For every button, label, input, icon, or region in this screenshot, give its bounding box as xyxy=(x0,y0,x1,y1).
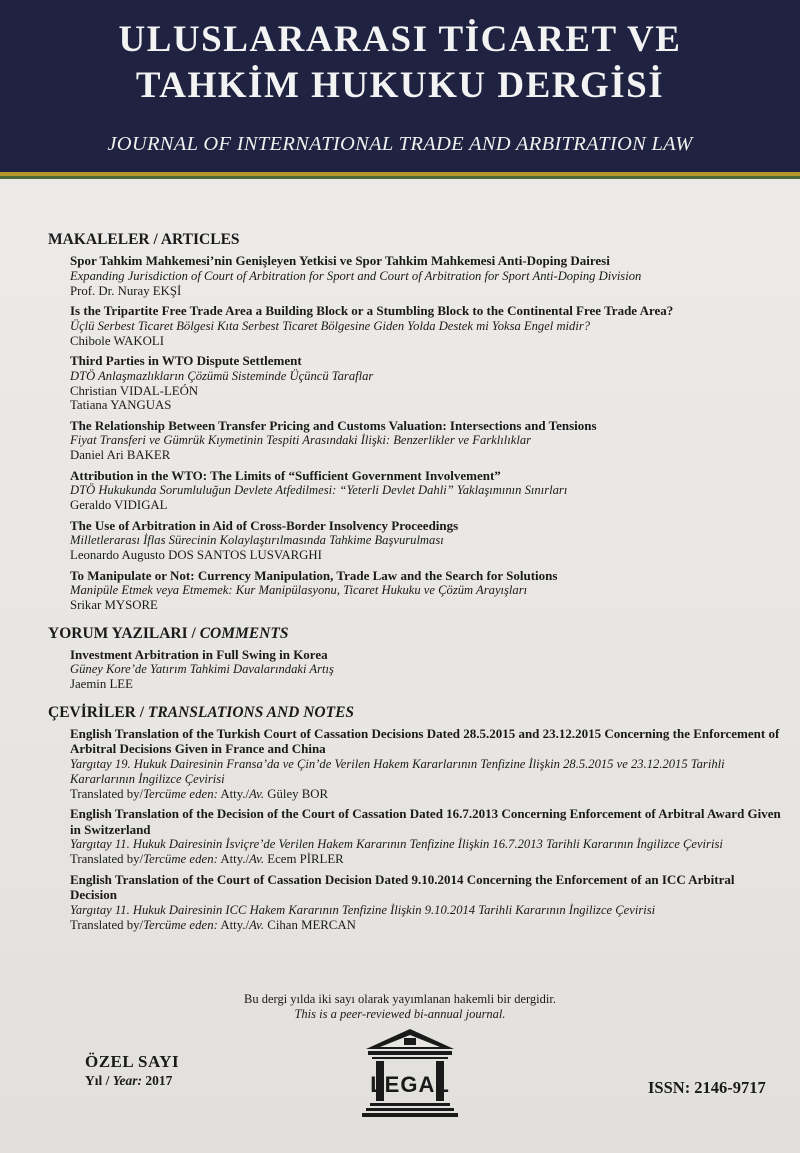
comments-list xyxy=(70,647,783,692)
tercume-eden-label: Tercüme eden: xyxy=(143,917,218,932)
translations-item-title: English Translation of the Turkish Court of Cassation Decisions Dated 28.5.2015 and 23.12.2015 Concerning the Enforcement of Arbitral Decisions Given in France and China xyxy=(70,725,780,756)
legal-temple-logo-icon xyxy=(360,1025,460,1121)
translations-item-title: English Translation of the Court of Cassation Decision Dated 9.10.2014 Concerning the Enforcement of an ICC Arbitral Decision xyxy=(70,871,735,902)
av-prefix: Av. xyxy=(249,917,265,932)
articles-item-title: To Manipulate or Not: Currency Manipulation, Trade Law and the Search for Solutions xyxy=(70,567,558,583)
articles-item-title: The Use of Arbitration in Aid of Cross-Border Insolvency Proceedings xyxy=(70,517,459,533)
journal-title-line1: ULUSLARARASI TİCARET VE xyxy=(118,19,682,60)
articles-list xyxy=(70,253,783,613)
articles-item-title: Attribution in the WTO: The Limits of “Sufficient Government Involvement” xyxy=(70,467,501,483)
attorney-prefix: Atty./ xyxy=(220,917,250,932)
issn-number: ISSN: 2146-9717 xyxy=(648,1078,766,1097)
cover-header xyxy=(0,0,800,172)
green-stripe xyxy=(0,176,800,179)
articles-item-subtitle: Expanding Jurisdiction of Court of Arbitration for Sport and Court of Arbitration for Sport Anti-Doping Division xyxy=(70,268,642,283)
tercume-eden-label: Tercüme eden: xyxy=(143,786,218,801)
translator-name: Cihan MERCAN xyxy=(267,917,356,932)
comments-item-title: Investment Arbitration in Full Swing in Korea xyxy=(70,646,328,662)
articles-item xyxy=(70,568,783,613)
articles-item-title: Third Parties in WTO Dispute Settlement xyxy=(70,353,302,368)
articles-item-subtitle: Üçlü Serbest Ticaret Bölgesi Kıta Serbest Ticaret Bölgesine Giden Yolda Destek mi Yoksa Engel midir? xyxy=(70,318,591,333)
articles-item-subtitle: Milletlerarası İflas Sürecinin Kolaylaştırılmasında Tahkime Başvurulması xyxy=(70,533,444,547)
special-issue-label: ÖZEL SAYI xyxy=(85,1052,180,1071)
translated-by-label: Translated by/ xyxy=(70,917,144,932)
articles-item-title: The Relationship Between Transfer Pricing and Customs Valuation: Intersections and Tensions xyxy=(70,417,597,433)
comments-item-author: Jaemin LEE xyxy=(70,677,133,691)
comments-item xyxy=(70,647,783,692)
issue-year: Yıl / Year: 2017 xyxy=(85,1073,173,1088)
articles-item xyxy=(70,253,783,298)
attorney-prefix: Atty./ xyxy=(220,852,250,866)
table-of-contents xyxy=(48,231,783,944)
articles-item-subtitle: DTÖ Hukukunda Sorumluluğun Devlete Atfedilmesi: “Yeterli Devlet Dahli” Yaklaşımının Sınırları xyxy=(70,483,568,497)
translated-by-label: Translated by/ xyxy=(70,786,144,801)
av-prefix: Av. xyxy=(249,852,265,866)
articles-item xyxy=(70,353,783,413)
articles-item-subtitle: Fiyat Transferi ve Gümrük Kıymetinin Tespiti Arasındaki İlişki: Benzerlikler ve Farklılıklar xyxy=(70,433,532,447)
peer-review-note-tr: Bu dergi yılda iki sayı olarak yayımlanan hakemli bir dergidir. xyxy=(244,992,556,1006)
articles-item-author: Chibole WAKOLI xyxy=(70,333,164,348)
av-prefix: Av. xyxy=(249,786,265,801)
articles-item-subtitle: Manipüle Etmek veya Etmemek: Kur Manipülasyonu, Ticaret Hukuku ve Çözüm Arayışları xyxy=(70,583,528,597)
comments-heading: YORUM YAZILARI / COMMENTS xyxy=(48,624,289,642)
articles-item-title: Is the Tripartite Free Trade Area a Building Block or a Stumbling Block to the Continental Free Trade Area? xyxy=(70,303,674,318)
articles-item xyxy=(70,468,783,513)
articles-item-author: Christian VIDAL-LEÓN xyxy=(70,383,199,398)
translations-item-subtitle: Yargıtay 19. Hukuk Dairesinin Fransa’da ve Çin’de Verilen Hakem Kararlarının Tenfizine İlişkin 28.5.2015 ve 23.12.2015 Tarihli Kararlarının İngilizce Çevirisi xyxy=(70,756,725,786)
articles-item-author: Prof. Dr. Nuray EKŞİ xyxy=(70,283,182,298)
translations-item-subtitle: Yargıtay 11. Hukuk Dairesinin İsviçre’de Verilen Hakem Kararının Tenfizine İlişkin 16.7.2013 Tarihli Kararının İngilizce Çevirisi xyxy=(70,837,723,851)
translations-heading: ÇEVİRİLER / TRANSLATIONS AND NOTES xyxy=(48,703,355,721)
comments-item-subtitle: Güney Kore’de Yatırım Tahkimi Davalarındaki Artış xyxy=(70,662,334,676)
articles-item-author: Tatiana YANGUAS xyxy=(70,398,172,412)
articles-item-title: Spor Tahkim Mahkemesi’nin Genişleyen Yetkisi ve Spor Tahkim Mahkemesi Anti-Doping Dairesi xyxy=(70,253,610,268)
articles-item-author: Geraldo VIDIGAL xyxy=(70,498,168,512)
translations-list xyxy=(70,726,783,933)
articles-item-author: Srikar MYSORE xyxy=(70,598,158,612)
translator-line xyxy=(70,918,783,933)
peer-review-note-en: This is a peer-reviewed bi-annual journal. xyxy=(294,1007,506,1021)
translations-item-title: English Translation of the Decision of the Court of Cassation Dated 16.7.2013 Concerning Enforcement of Arbitral Award Given in Switzerland xyxy=(70,806,781,837)
logo-text: LEGAL xyxy=(370,1072,450,1097)
articles-item-subtitle: DTÖ Anlaşmazlıkların Çözümü Sisteminde Üçüncü Taraflar xyxy=(70,368,374,383)
translator-name: Güley BOR xyxy=(267,786,329,801)
articles-item-author: Leonardo Augusto DOS SANTOS LUSVARGHI xyxy=(70,548,322,562)
articles-heading: MAKALELER / ARTICLES xyxy=(48,231,240,248)
translations-item xyxy=(70,726,783,802)
peer-review-note xyxy=(0,992,800,1022)
translator-line xyxy=(70,787,783,802)
translator-line xyxy=(70,852,783,867)
articles-item-author: Daniel Ari BAKER xyxy=(70,448,171,462)
translations-item-subtitle: Yargıtay 11. Hukuk Dairesinin ICC Hakem Kararının Tenfizine İlişkin 9.10.2014 Tarihli Kararının İngilizce Çevirisi xyxy=(70,902,656,917)
translations-item xyxy=(70,806,783,867)
translations-item xyxy=(70,872,783,933)
articles-item xyxy=(70,418,783,463)
translated-by-label: Translated by/ xyxy=(70,852,144,866)
articles-item xyxy=(70,518,783,563)
translator-name: Ecem PİRLER xyxy=(267,852,344,866)
journal-subtitle: JOURNAL OF INTERNATIONAL TRADE AND ARBITRATION LAW xyxy=(107,133,693,155)
journal-title-line2: TAHKİM HUKUKU DERGİSİ xyxy=(135,65,665,106)
attorney-prefix: Atty./ xyxy=(220,786,250,801)
tercume-eden-label: Tercüme eden: xyxy=(143,852,218,866)
articles-item xyxy=(70,303,783,348)
